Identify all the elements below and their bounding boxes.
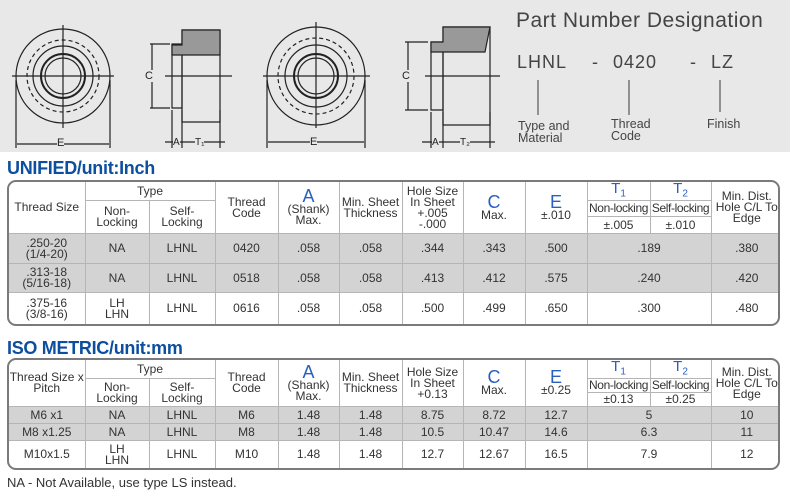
header-c-sub: Max.: [481, 207, 508, 222]
cell-t: 5: [587, 407, 711, 424]
header-c-letter: C: [487, 191, 501, 212]
cell-hole: 10.5: [402, 424, 463, 441]
cell-t: 7.9: [587, 441, 711, 468]
cell-self: LHNL: [149, 407, 215, 424]
header-e-letter: E: [550, 367, 563, 388]
table-row: [9, 441, 780, 468]
header-e-letter: E: [550, 191, 563, 212]
header-self-locking: Self- Locking: [149, 201, 215, 234]
cell-self: LHNL: [149, 234, 215, 264]
cell-e: .650: [525, 293, 587, 324]
cell-code: M8: [215, 424, 278, 441]
header-t2-letter: T: [673, 358, 683, 375]
label-thread-code: Thread Code: [611, 117, 651, 143]
cell-non: NA: [85, 407, 149, 424]
cell-size: .250-20 (1/4-20): [9, 234, 85, 264]
cell-sheet: 1.48: [339, 441, 402, 468]
unified-title: UNIFIED/unit:Inch: [7, 158, 155, 178]
header-c: [463, 182, 525, 234]
header-hole-size: Hole Size In Sheet +.005 -.000: [402, 182, 463, 234]
cell-a: .058: [278, 234, 339, 264]
header-t2: [650, 360, 711, 379]
header-t2-letter: T: [673, 180, 683, 197]
cell-non: LH LHN: [85, 293, 149, 324]
cell-a: .058: [278, 264, 339, 293]
cell-size: .313-18 (5/16-18): [9, 264, 85, 293]
header-type: Type: [85, 360, 215, 379]
table-row: [9, 264, 780, 293]
cell-a: 1.48: [278, 407, 339, 424]
table-row: [9, 424, 780, 441]
dim-label-a2: A: [432, 137, 439, 148]
cell-c: 8.72: [463, 407, 525, 424]
header-non-locking: Non- Locking: [85, 201, 149, 234]
cell-sheet: .058: [339, 264, 402, 293]
cell-hole: .344: [402, 234, 463, 264]
header-t1: [587, 360, 650, 379]
cell-e: .575: [525, 264, 587, 293]
cell-hole: 8.75: [402, 407, 463, 424]
cell-hole: .500: [402, 293, 463, 324]
header-min-sheet: Min. Sheet Thickness: [339, 182, 402, 234]
cell-dist: .480: [711, 293, 780, 324]
header-hole-size: Hole Size In Sheet +0.13: [402, 360, 463, 407]
cell-t: .189: [587, 234, 711, 264]
footnote: NA - Not Available, use type LS instead.: [7, 475, 237, 490]
dim-label-c2: C: [402, 70, 410, 82]
header-t2-tolerance: ±0.25: [650, 393, 711, 407]
cell-self: LHNL: [149, 441, 215, 468]
cell-c: 12.67: [463, 441, 525, 468]
cell-a: 1.48: [278, 424, 339, 441]
header-e-sub: ±0.25: [541, 383, 571, 398]
header-t2-tolerance: ±.010: [650, 217, 711, 234]
top-view-1-drawing: [12, 25, 114, 148]
header-c: [463, 360, 525, 407]
header-a-letter: A: [302, 186, 315, 207]
header-a-sub: (Shank) Max.: [287, 377, 330, 403]
header-non-locking: Non- Locking: [85, 379, 149, 407]
cell-c: 10.47: [463, 424, 525, 441]
header-a-letter: A: [302, 361, 315, 382]
cell-dist: .380: [711, 234, 780, 264]
header-c-letter: C: [487, 367, 501, 388]
cell-a: .058: [278, 293, 339, 324]
header-t2-self-locking: Self-locking: [651, 378, 710, 393]
cell-t: .240: [587, 264, 711, 293]
header-thread-code: Thread Code: [215, 182, 278, 234]
header-t2-index: 2: [682, 366, 688, 378]
header-t1-non-locking: Non-locking: [587, 201, 650, 217]
header-t1-tolerance: ±.005: [587, 217, 650, 234]
cell-hole: .413: [402, 264, 463, 293]
header-t1-index: 1: [620, 188, 626, 200]
side-view-2-drawing: [405, 27, 500, 148]
header-t1: [587, 182, 650, 201]
side-view-1-drawing: [150, 30, 232, 148]
cell-size: M6 x1: [9, 407, 85, 424]
cell-sheet: 1.48: [339, 424, 402, 441]
cell-a: 1.48: [278, 441, 339, 468]
cell-e: 16.5: [525, 441, 587, 468]
header-t2-self-locking: Self-locking: [651, 201, 710, 216]
cell-c: .343: [463, 234, 525, 264]
designation-leader-lines: [538, 80, 720, 115]
code-finish: LZ: [711, 52, 735, 72]
header-e: [525, 182, 587, 234]
cell-sheet: 1.48: [339, 407, 402, 424]
cell-non: NA: [85, 264, 149, 293]
cell-dist: 12: [711, 441, 780, 468]
header-t1-non-locking: Non-locking: [587, 379, 650, 393]
header-t1-tolerance: ±0.13: [587, 393, 650, 407]
cell-e: 14.6: [525, 424, 587, 441]
cell-code: 0616: [215, 293, 278, 324]
header-type: Type: [85, 182, 215, 201]
cell-code: 0518: [215, 264, 278, 293]
header-t1-letter: T: [611, 180, 621, 197]
cell-e: .500: [525, 234, 587, 264]
header-min-dist: Min. Dist. Hole C/L To Edge: [711, 360, 780, 407]
header-a-sub: (Shank) Max.: [287, 202, 330, 228]
header-t1-index: 1: [620, 366, 626, 378]
header-e-sub: ±.010: [541, 207, 571, 222]
cell-c: .499: [463, 293, 525, 324]
cell-code: M10: [215, 441, 278, 468]
label-type-material: Type and Material: [518, 119, 570, 145]
cell-sheet: .058: [339, 234, 402, 264]
part-number-title: Part Number Designation: [516, 9, 764, 32]
cell-dist: .420: [711, 264, 780, 293]
dim-label-c1: C: [145, 70, 153, 82]
header-thread-code: Thread Code: [215, 360, 278, 407]
cell-dist: 11: [711, 424, 780, 441]
header-t2-index: 2: [682, 188, 688, 200]
cell-t: 6.3: [587, 424, 711, 441]
header-self-locking: Self- Locking: [149, 379, 215, 407]
header-c-sub: Max.: [481, 383, 508, 398]
header-min-sheet: Min. Sheet Thickness: [339, 360, 402, 407]
code-type: LHNL: [517, 52, 568, 72]
code-dash-1: -: [592, 52, 599, 72]
dim-label-e2: E: [310, 136, 318, 148]
cell-e: 12.7: [525, 407, 587, 424]
code-thread: 0420: [613, 52, 658, 72]
cell-size: M10x1.5: [9, 441, 85, 468]
header-t2: [650, 182, 711, 201]
cell-hole: 12.7: [402, 441, 463, 468]
header-thread-size: Thread Size: [9, 182, 85, 234]
cell-self: LHNL: [149, 293, 215, 324]
metric-title: ISO METRIC/unit:mm: [7, 338, 183, 358]
cell-self: LHNL: [149, 424, 215, 441]
cell-dist: 10: [711, 407, 780, 424]
header-e: [525, 360, 587, 407]
dim-label-t2: T₂: [460, 137, 470, 148]
cell-sheet: .058: [339, 293, 402, 324]
cell-size: M8 x1.25: [9, 424, 85, 441]
table-row: [9, 234, 780, 264]
drawing-panel: [0, 0, 790, 152]
cell-self: LHNL: [149, 264, 215, 293]
label-finish: Finish: [707, 117, 741, 131]
metric-table: [7, 358, 780, 470]
cell-code: 0420: [215, 234, 278, 264]
header-a: [278, 360, 339, 407]
table-row: [9, 293, 780, 324]
dim-label-e1: E: [57, 137, 65, 149]
dim-label-a1: A: [173, 137, 180, 148]
cell-size: .375-16 (3/8-16): [9, 293, 85, 324]
cell-c: .412: [463, 264, 525, 293]
top-view-2-drawing: [263, 22, 370, 148]
header-min-dist: Min. Dist. Hole C/L To Edge: [711, 182, 780, 234]
cell-t: .300: [587, 293, 711, 324]
code-dash-2: -: [690, 52, 697, 72]
header-thread-size: Thread Size x Pitch: [9, 360, 85, 407]
header-t1-letter: T: [611, 358, 621, 375]
cell-non: NA: [85, 424, 149, 441]
dim-label-t1: T₁: [195, 137, 205, 148]
cell-non: LH LHN: [85, 441, 149, 468]
cell-non: NA: [85, 234, 149, 264]
table-row: [9, 407, 780, 424]
unified-table: [7, 180, 780, 326]
header-a: [278, 182, 339, 234]
cell-code: M6: [215, 407, 278, 424]
